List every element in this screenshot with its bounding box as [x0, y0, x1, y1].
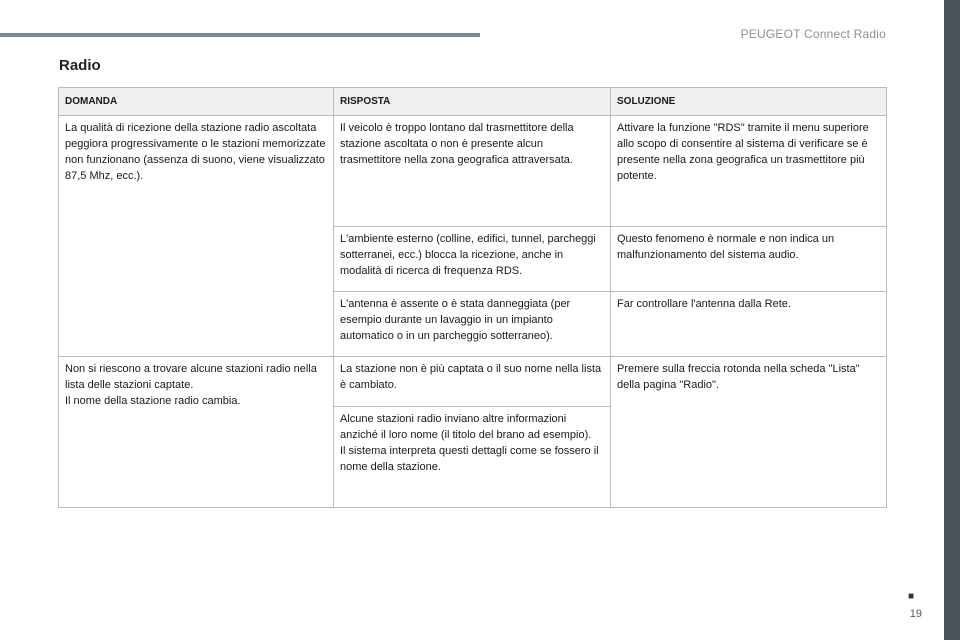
- troubleshooting-table: [58, 87, 887, 508]
- section-title: Radio: [59, 57, 101, 74]
- column-header-question: DOMANDA: [59, 88, 334, 116]
- top-divider-bar: [0, 33, 480, 37]
- solution-cell: Premere sulla freccia rotonda nella scheda "Lista" della pagina "Radio".: [611, 357, 887, 508]
- solution-cell: Attivare la funzione "RDS" tramite il menu superiore allo scopo di consentire al sistema di verificare se è presente nella zona geografica un trasmettitore più potente.: [611, 116, 887, 227]
- answer-cell: Il veicolo è troppo lontano dal trasmettitore della stazione ascoltata o non è presente alcun trasmettitore nella zona geografica attraversata.: [334, 116, 611, 227]
- table-header-row: [59, 88, 887, 116]
- table-row: [59, 116, 887, 227]
- column-header-solution: SOLUZIONE: [611, 88, 887, 116]
- answer-cell: L'ambiente esterno (colline, edifici, tunnel, parcheggi sotterranei, ecc.) blocca la ricezione, anche in modalità di ricerca di frequenza RDS.: [334, 227, 611, 292]
- question-line: Non si riescono a trovare alcune stazioni radio nella lista delle stazioni captate.: [65, 363, 317, 391]
- answer-cell: L'antenna è assente o è stata danneggiata (per esempio durante un lavaggio in un impianto automatico o in un parcheggio sotterraneo).: [334, 292, 611, 357]
- running-header: PEUGEOT Connect Radio: [740, 27, 886, 41]
- answer-line: La stazione non è più captata o il suo nome nella lista è cambiato.: [340, 363, 602, 391]
- answer-cell: [334, 357, 611, 407]
- table-row: [59, 357, 887, 407]
- question-line: Il nome della stazione radio cambia.: [65, 395, 241, 407]
- answer-cell: [334, 407, 611, 508]
- column-header-answer: RISPOSTA: [334, 88, 611, 116]
- page-marker-icon: ■: [907, 591, 914, 602]
- answer-line: Il sistema interpreta questi dettagli come se fossero il nome della stazione.: [340, 445, 599, 473]
- page-number: 19: [909, 608, 922, 620]
- question-cell: La qualità di ricezione della stazione radio ascoltata peggiora progressivamente o le stazioni memorizzate non funzionano (assenza di suono, viene visualizzato 87,5 Mhz, ecc.).: [59, 116, 334, 357]
- question-cell: [59, 357, 334, 508]
- solution-cell: Questo fenomeno è normale e non indica un malfunzionamento del sistema audio.: [611, 227, 887, 292]
- solution-cell: Far controllare l'antenna dalla Rete.: [611, 292, 887, 357]
- page-edge-bar: [944, 0, 960, 640]
- answer-line: Alcune stazioni radio inviano altre informazioni anziché il loro nome (il titolo del brano ad esempio).: [340, 413, 592, 441]
